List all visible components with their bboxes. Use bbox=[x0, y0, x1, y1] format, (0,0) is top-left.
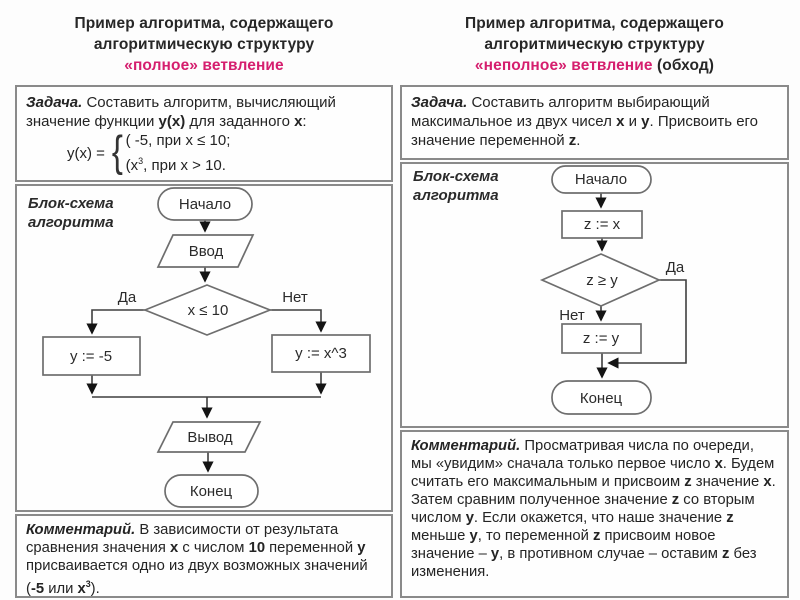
left-input-label: Ввод bbox=[188, 243, 224, 260]
right-title-line2: алгоритмическую структуру bbox=[484, 36, 705, 53]
left-flowchart bbox=[17, 186, 391, 510]
left-start-label: Начало bbox=[178, 196, 232, 213]
right-title-line3: «неполное» ветвление (обход) bbox=[474, 57, 715, 74]
left-assign-no-label: y := x^3 bbox=[295, 345, 347, 362]
formula-row2: ($x^3$, при x > 10. bbox=[125, 156, 226, 174]
left-comment-box bbox=[15, 514, 393, 598]
right-task-box bbox=[400, 85, 789, 160]
left-assign-yes-label: y := -5 bbox=[69, 348, 113, 365]
formula-brace-icon: { bbox=[111, 127, 123, 176]
left-flowchart-box bbox=[15, 184, 393, 512]
left-flowchart-label bbox=[28, 194, 114, 232]
right-no-label: Нет bbox=[559, 307, 585, 324]
right-yes-label: Да bbox=[665, 259, 685, 276]
right-flowchart-label-line2: алгоритма bbox=[413, 187, 499, 204]
right-comment-box bbox=[400, 430, 789, 598]
left-condition-label: x ≤ 10 bbox=[187, 302, 229, 319]
right-comment-text: Комментарий. Просматривая числа по очереди, мы «увидим» сначала только первое число x. Будем считать его максимальным и присвоим z значение x. Затем сравним полученное значение z со вторым числом y. Если окажется, что наше значение z меньше y, то переменной z присвоим новое значение – y, в противном случае – оставим z без изменения. bbox=[411, 438, 776, 580]
formula-lhs: y(x) = bbox=[67, 145, 105, 162]
right-flowchart-label-line1: Блок-схема bbox=[413, 168, 499, 185]
right-task-text: Задача. Составить алгоритм выбирающий максимальное из двух чисел x и y. Присвоить его значение переменной z. bbox=[411, 94, 759, 149]
piecewise-formula bbox=[67, 127, 391, 176]
right-assign-first-label: z := x bbox=[583, 216, 621, 233]
formula-rows bbox=[126, 131, 231, 176]
left-end-label: Конец bbox=[189, 483, 233, 500]
right-flowchart-label bbox=[413, 167, 499, 205]
right-flowchart-box bbox=[400, 162, 789, 428]
left-comment-text: Комментарий. В зависимости от результата сравнения значения x с числом 10 переменной y присваивается одно из двух возможных значений (-5 или $x^3$). bbox=[26, 522, 368, 597]
left-output-label: Вывод bbox=[187, 429, 233, 446]
right-condition-label: z ≥ y bbox=[586, 272, 618, 289]
right-title-line1: Пример алгоритма, содержащего bbox=[465, 15, 724, 32]
left-flowchart-label-line2: алгоритма bbox=[28, 214, 114, 231]
left-yes-label: Да bbox=[117, 289, 137, 306]
right-start-label: Начало bbox=[574, 171, 628, 188]
left-flowchart-label-line1: Блок-схема bbox=[28, 195, 114, 212]
left-title-line2: алгоритмическую структуру bbox=[93, 36, 315, 53]
left-title-line1: Пример алгоритма, содержащего bbox=[74, 15, 334, 32]
formula-row1: ( -5, при x ≤ 10; bbox=[125, 132, 231, 149]
left-task-box bbox=[15, 85, 393, 182]
left-title bbox=[15, 13, 393, 76]
left-task-text: Задача. Составить алгоритм, вычисляющий значение функции y(x) для заданного x: bbox=[26, 94, 336, 130]
left-title-line3: «полное» ветвление bbox=[124, 57, 284, 74]
right-end-label: Конец bbox=[579, 390, 623, 407]
right-assign-second-label: z := y bbox=[582, 330, 620, 347]
right-title bbox=[400, 13, 789, 76]
left-no-label: Нет bbox=[282, 289, 308, 306]
